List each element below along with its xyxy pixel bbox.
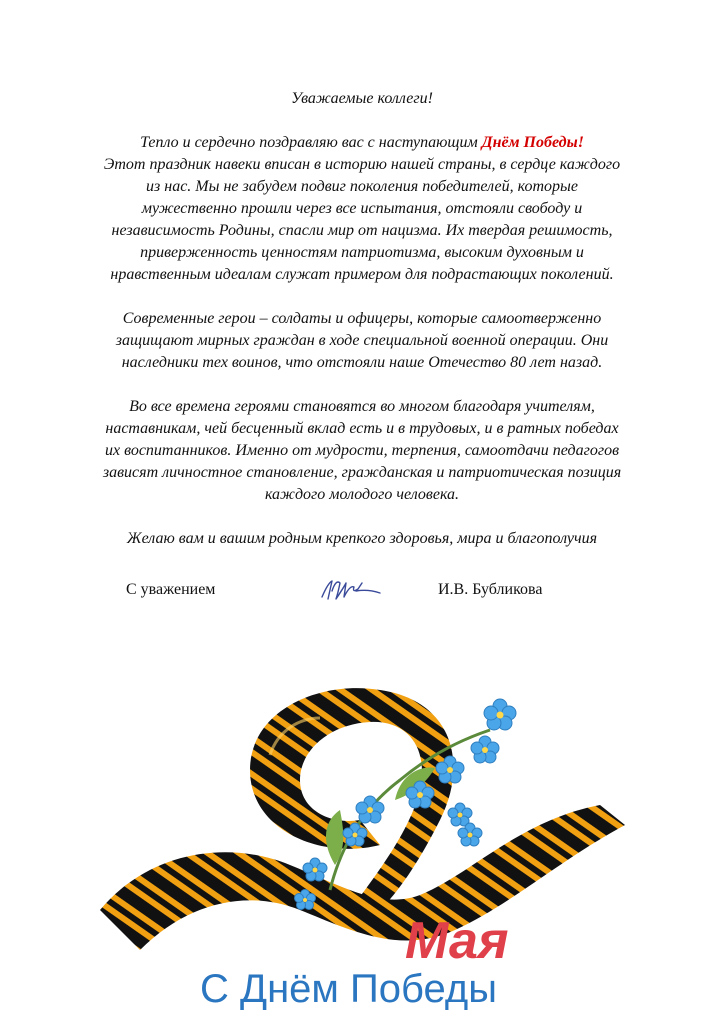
signature-row xyxy=(0,577,724,603)
letter-line: Во все времена героями становятся во многом благодаря учителям, xyxy=(129,398,595,415)
letter-line: их воспитанников. Именно от мудрости, терпения, самоотдачи педагогов xyxy=(104,442,620,459)
letter-line: приверженность ценностям патриотизма, высоким духовным и xyxy=(140,244,584,261)
handwritten-signature xyxy=(318,577,384,603)
greeting: Уважаемые коллеги! xyxy=(291,90,433,107)
letter-line: Этот праздник навеки вписан в историю нашей страны, в сердце каждого xyxy=(103,156,621,173)
signature-label: С уважением xyxy=(126,581,216,598)
victory-day-highlight: Днём Победы! xyxy=(481,134,584,151)
victory-day-title: С Днём Победы xyxy=(200,967,497,1011)
letter-line: из нас. Мы не забудем подвиг поколения победителей, которые xyxy=(146,178,578,195)
letter-line: Современные герои – солдаты и офицеры, которые самоотверженно xyxy=(122,310,602,327)
month-label: Мая xyxy=(405,912,509,970)
letter-line: нравственным идеалам служат примером для подрастающих поколений. xyxy=(110,266,614,283)
letter-line: мужественно прошли через все испытания, отстояли свободу и xyxy=(141,200,583,217)
victory-day-emblem xyxy=(0,660,724,1024)
signer-name: И.В. Бубликова xyxy=(438,581,543,598)
congratulation-intro: Тепло и сердечно поздравляю вас с наступающим xyxy=(140,134,482,151)
letter-line: независимость Родины, спасли мир от нацизма. Их твердая решимость, xyxy=(111,222,613,239)
letter-line: защищают мирных граждан в ходе специальной военной операции. Они xyxy=(115,332,609,349)
wishes: Желаю вам и вашим родным крепкого здоровья, мира и благополучия xyxy=(126,530,598,547)
letter-line: каждого молодого человека. xyxy=(264,486,460,503)
letter-line: наследники тех воинов, что отстояли наше Отечество 80 лет назад. xyxy=(121,354,603,371)
letter-body xyxy=(40,88,684,550)
letter-line: наставникам, чей бесценный вклад есть и в трудовых, и в ратных победах xyxy=(105,420,619,437)
letter-line: зависят личностное становление, гражданская и патриотическая позиция xyxy=(102,464,622,481)
paragraph-congratulation xyxy=(40,132,684,154)
